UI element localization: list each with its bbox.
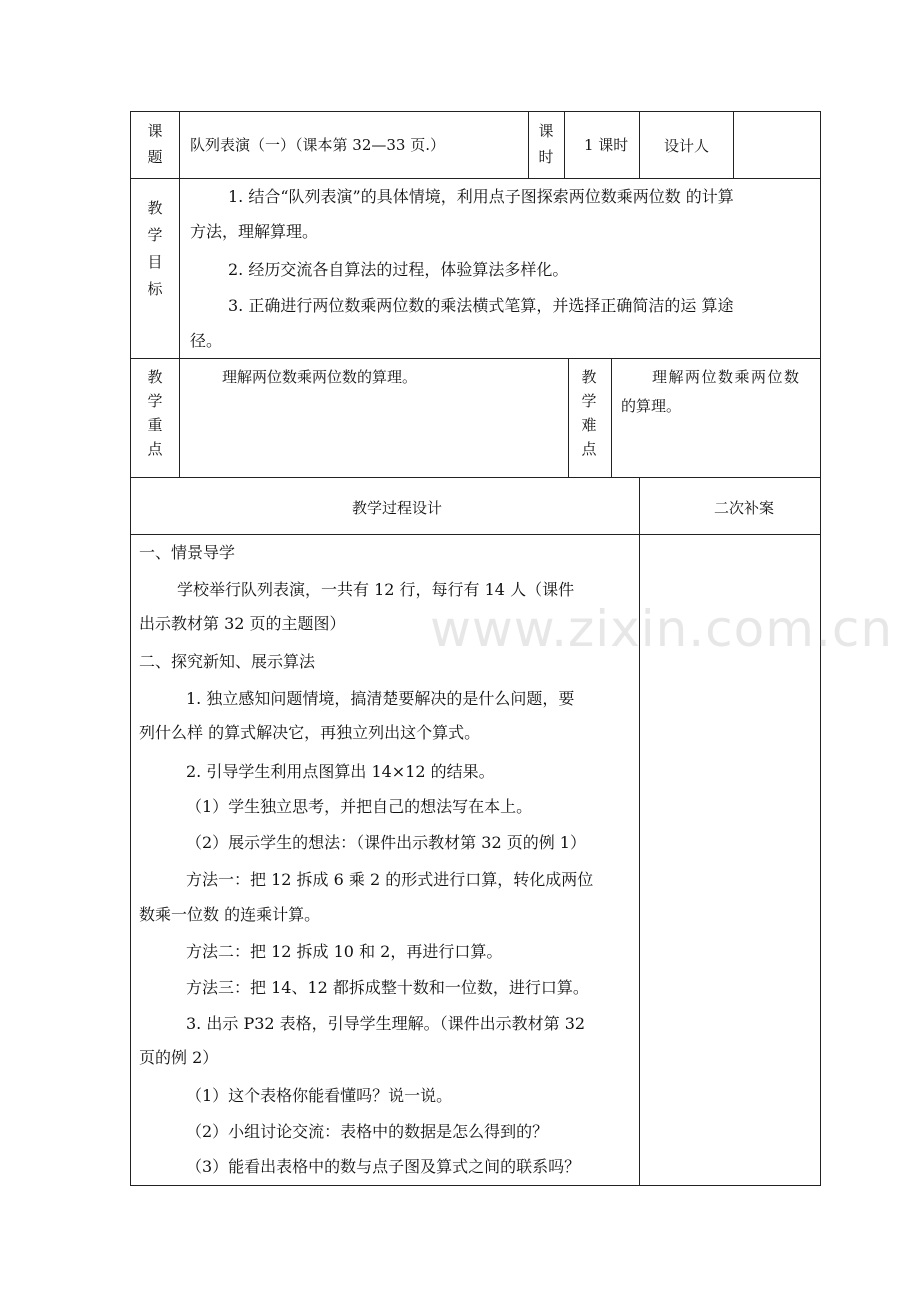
difficult-point-line: 理解两位数乘两位数 bbox=[652, 368, 801, 386]
label-column-divider bbox=[179, 111, 180, 477]
table-border-bottom bbox=[130, 1185, 821, 1186]
keshi-label: 课时 bbox=[538, 122, 554, 166]
goal-line: 3. 正确进行两位数乘两位数的乘法横式笔算，并选择正确简洁的运 算途 bbox=[228, 296, 734, 315]
process-line: （2）小组讨论交流：表格中的数据是怎么得到的？ bbox=[186, 1122, 549, 1141]
process-line: 学校举行队列表演，一共有 12 行，每行有 14 人（课件 bbox=[177, 580, 575, 599]
process-line: 方法一：把 12 拆成 6 乘 2 的形式进行口算，转化成两位 bbox=[186, 870, 594, 889]
cell-divider bbox=[611, 358, 612, 477]
keti-value: 队列表演（一）（课本第 32—33 页.） bbox=[190, 136, 445, 154]
process-line: 页的例 2） bbox=[139, 1048, 219, 1067]
difficult-point-line: 的算理。 bbox=[621, 397, 682, 415]
process-line: 数乘一位数 的连乘计算。 bbox=[139, 905, 321, 924]
key-point-text: 理解两位数乘两位数的算理。 bbox=[222, 368, 418, 386]
table-row-divider bbox=[130, 477, 821, 478]
designer-label: 设计人 bbox=[664, 137, 710, 155]
process-line: 方法三：把 14、12 都拆成整十数和一位数，进行口算。 bbox=[186, 978, 589, 997]
cell-divider bbox=[564, 111, 565, 178]
goal-line: 方法，理解算理。 bbox=[190, 222, 319, 241]
table-row-divider bbox=[130, 178, 821, 179]
process-line: 二、探究新知、展示算法 bbox=[139, 652, 316, 671]
table-row-divider bbox=[130, 358, 821, 359]
process-design-heading: 教学过程设计 bbox=[352, 499, 443, 517]
watermark: www.zixin.com.cn bbox=[430, 600, 894, 658]
cell-divider bbox=[733, 111, 734, 178]
goals-label: 教学目标 bbox=[147, 199, 163, 298]
table-border-left bbox=[130, 111, 131, 1186]
supplement-heading: 二次补案 bbox=[714, 499, 775, 517]
process-line: 出示教材第 32 页的主题图） bbox=[139, 614, 346, 633]
cell-divider bbox=[568, 358, 569, 477]
process-line: （2）展示学生的想法：（课件出示教材第 32 页的例 1） bbox=[186, 833, 586, 852]
process-line: 一、情景导学 bbox=[139, 543, 236, 562]
process-line: 方法二：把 12 拆成 10 和 2，再进行口算。 bbox=[186, 942, 503, 961]
cell-divider bbox=[528, 111, 529, 178]
difficult-point-label: 教学难点 bbox=[581, 368, 597, 458]
process-line: 3. 出示 P32 表格，引导学生理解。（课件出示教材第 32 bbox=[186, 1014, 586, 1033]
process-line: （3）能看出表格中的数与点子图及算式之间的联系吗？ bbox=[186, 1157, 581, 1176]
key-point-label: 教学重点 bbox=[147, 368, 163, 458]
table-border-top bbox=[130, 111, 821, 112]
process-line: （1）这个表格你能看懂吗？说一说。 bbox=[186, 1086, 453, 1105]
process-line: 2. 引导学生利用点图算出 14×12 的结果。 bbox=[186, 762, 495, 781]
supplement-column-divider bbox=[639, 477, 640, 1186]
process-line: （1）学生独立思考，并把自己的想法写在本上。 bbox=[186, 797, 533, 816]
goal-line: 1. 结合“队列表演”的具体情境，利用点子图探索两位数乘两位数 的计算 bbox=[228, 187, 734, 206]
process-line: 列什么样 的算式解决它，再独立列出这个算式。 bbox=[139, 723, 481, 742]
keti-label: 课题 bbox=[147, 122, 163, 166]
cell-divider bbox=[639, 111, 640, 178]
table-row-divider bbox=[130, 534, 821, 535]
process-line: 1. 独立感知问题情境，搞清楚要解决的是什么问题，要 bbox=[186, 689, 575, 708]
goal-line: 径。 bbox=[190, 331, 223, 350]
goal-line: 2. 经历交流各自算法的过程，体验算法多样化。 bbox=[228, 260, 569, 279]
keshi-value: 1 课时 bbox=[584, 136, 629, 154]
